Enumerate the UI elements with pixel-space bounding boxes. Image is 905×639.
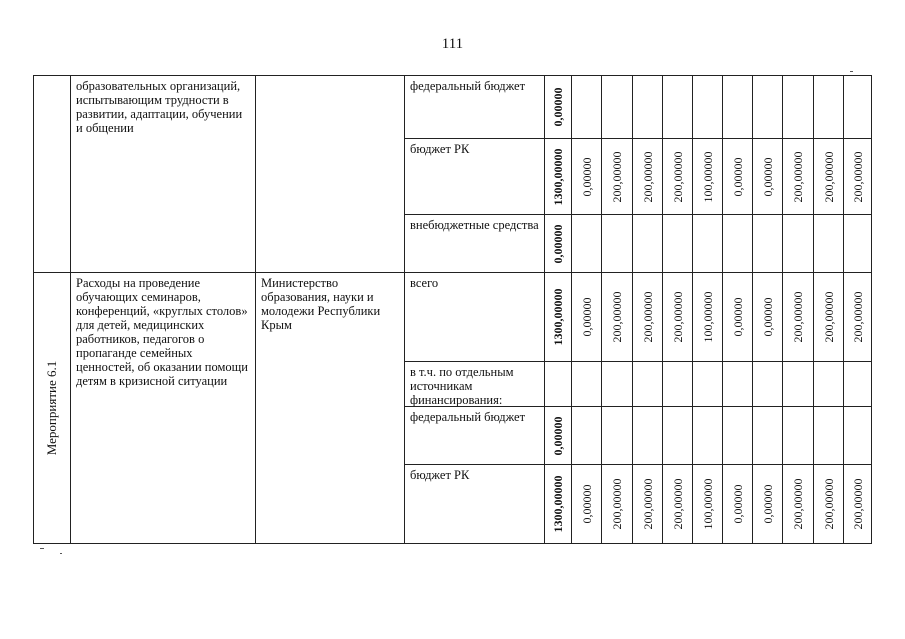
total-cell xyxy=(545,139,572,215)
section1-activity-cell xyxy=(71,76,256,273)
year-cell xyxy=(602,76,633,139)
total-cell xyxy=(545,215,572,273)
year-cell xyxy=(663,362,693,407)
year-cell xyxy=(602,273,633,362)
section2-label-cell xyxy=(34,273,71,544)
year-cell xyxy=(663,76,693,139)
year-cell xyxy=(723,362,753,407)
total-cell xyxy=(545,76,572,139)
funding-source-cell xyxy=(405,273,545,362)
year-cell xyxy=(783,76,814,139)
year-cell xyxy=(814,76,844,139)
year-cell xyxy=(723,139,753,215)
year-value: 0,00000 xyxy=(579,157,594,196)
year-value: 200,00000 xyxy=(791,478,805,530)
year-cell xyxy=(723,215,753,273)
section2-executor-text: Министерство образования, науки и молодежи Республики Крым xyxy=(261,276,381,332)
year-cell xyxy=(753,465,783,544)
section1-executor-cell xyxy=(256,76,405,273)
year-cell xyxy=(633,465,663,544)
total-cell xyxy=(545,273,572,362)
budget-table xyxy=(33,75,872,544)
year-cell xyxy=(572,139,602,215)
funding-source-cell xyxy=(405,465,545,544)
section2-label: Мероприятие 6.1 xyxy=(44,360,59,456)
scan-speck xyxy=(40,548,44,549)
funding-source: внебюджетные средства xyxy=(410,218,539,232)
year-value: 0,00000 xyxy=(730,484,745,524)
year-value: 200,00000 xyxy=(640,291,655,343)
year-cell xyxy=(602,362,633,407)
total-value: 1300,00000 xyxy=(551,148,565,205)
funding-source: в т.ч. по отдельным источникам финансирования: xyxy=(410,365,514,407)
year-value: 200,00000 xyxy=(791,291,805,343)
section2-activity-cell xyxy=(71,273,256,544)
year-value: 100,00000 xyxy=(700,478,715,530)
year-cell xyxy=(723,407,753,465)
year-cell xyxy=(814,465,844,544)
year-value: 0,00000 xyxy=(760,157,775,196)
year-cell xyxy=(602,465,633,544)
year-cell xyxy=(633,362,663,407)
year-value: 200,00000 xyxy=(821,478,836,530)
section1-label-cell xyxy=(34,76,71,273)
scan-speck xyxy=(850,71,853,72)
year-cell xyxy=(783,465,814,544)
year-value: 0,00000 xyxy=(760,297,775,337)
funding-source-cell xyxy=(405,407,545,465)
year-value: 200,00000 xyxy=(670,291,685,343)
funding-source: всего xyxy=(410,276,439,290)
year-value: 0,00000 xyxy=(760,484,775,524)
year-value: 200,00000 xyxy=(610,478,624,530)
year-cell xyxy=(572,465,602,544)
year-cell xyxy=(663,215,693,273)
year-cell xyxy=(753,273,783,362)
year-value: 100,00000 xyxy=(700,151,715,202)
year-value: 0,00000 xyxy=(730,157,745,196)
year-value: 200,00000 xyxy=(850,291,865,343)
year-cell xyxy=(602,407,633,465)
year-cell xyxy=(663,465,693,544)
year-value: 200,00000 xyxy=(821,151,836,202)
year-cell xyxy=(693,362,723,407)
year-cell xyxy=(844,215,872,273)
year-cell xyxy=(783,362,814,407)
funding-source-cell xyxy=(405,139,545,215)
page-number: 111 xyxy=(441,36,464,52)
funding-source: бюджет РК xyxy=(410,468,470,482)
year-cell xyxy=(814,407,844,465)
year-value: 200,00000 xyxy=(850,478,865,530)
total-cell xyxy=(545,407,572,465)
year-cell xyxy=(814,139,844,215)
year-cell xyxy=(723,76,753,139)
year-cell xyxy=(663,407,693,465)
year-value: 0,00000 xyxy=(730,297,745,337)
scan-speck xyxy=(60,553,62,554)
year-cell xyxy=(572,273,602,362)
year-cell xyxy=(753,76,783,139)
year-cell xyxy=(633,407,663,465)
year-cell xyxy=(693,273,723,362)
year-cell xyxy=(844,273,872,362)
year-cell xyxy=(844,465,872,544)
section2-activity-text: Расходы на проведение обучающих семинаров, конференций, «круглых столов» для детей, медицинских работников, педагогов о пропаганде семейных ценностей, об оказании помощи детям в кризисной ситуации xyxy=(76,276,248,388)
year-cell xyxy=(753,215,783,273)
year-value: 200,00000 xyxy=(610,291,624,343)
year-cell xyxy=(693,465,723,544)
year-value: 0,00000 xyxy=(579,484,594,524)
year-cell xyxy=(602,215,633,273)
year-cell xyxy=(844,407,872,465)
total-value: 0,00000 xyxy=(551,87,565,127)
total-value: 0,00000 xyxy=(551,416,565,455)
year-cell xyxy=(633,76,663,139)
year-cell xyxy=(844,362,872,407)
year-value: 200,00000 xyxy=(610,151,624,202)
year-value: 200,00000 xyxy=(850,151,865,202)
funding-source: федеральный бюджет xyxy=(410,410,526,424)
year-value: 200,00000 xyxy=(670,151,685,202)
year-cell xyxy=(844,139,872,215)
year-value: 0,00000 xyxy=(579,297,594,337)
year-cell xyxy=(633,139,663,215)
section2-executor-cell xyxy=(256,273,405,544)
year-cell xyxy=(572,76,602,139)
funding-source-cell xyxy=(405,362,545,407)
year-cell xyxy=(572,362,602,407)
year-value: 200,00000 xyxy=(791,151,805,202)
funding-source: бюджет РК xyxy=(410,142,470,156)
year-cell xyxy=(753,407,783,465)
total-value: 1300,00000 xyxy=(551,475,565,533)
year-cell xyxy=(783,139,814,215)
year-cell xyxy=(602,139,633,215)
year-value: 100,00000 xyxy=(700,291,715,343)
year-cell xyxy=(753,362,783,407)
total-value: 0,00000 xyxy=(551,224,565,263)
year-cell xyxy=(783,215,814,273)
year-cell xyxy=(663,273,693,362)
year-cell xyxy=(783,273,814,362)
year-value: 200,00000 xyxy=(821,291,836,343)
year-value: 200,00000 xyxy=(670,478,685,530)
year-cell xyxy=(633,273,663,362)
year-value: 200,00000 xyxy=(640,151,655,202)
year-cell xyxy=(723,465,753,544)
funding-source-cell xyxy=(405,76,545,139)
year-cell xyxy=(814,215,844,273)
year-cell xyxy=(693,139,723,215)
year-cell xyxy=(572,407,602,465)
year-cell xyxy=(633,215,663,273)
year-value: 200,00000 xyxy=(640,478,655,530)
total-value: 1300,00000 xyxy=(551,288,565,346)
year-cell xyxy=(783,407,814,465)
total-cell xyxy=(545,362,572,407)
year-cell xyxy=(693,215,723,273)
year-cell xyxy=(572,215,602,273)
year-cell xyxy=(693,407,723,465)
total-cell xyxy=(545,465,572,544)
section1-activity-text: образовательных организаций, испытывающим трудности в развитии, адаптации, обучении и общении xyxy=(76,79,243,135)
funding-source-cell xyxy=(405,215,545,273)
year-cell xyxy=(663,139,693,215)
funding-source: федеральный бюджет xyxy=(410,79,526,93)
year-cell xyxy=(723,273,753,362)
year-cell xyxy=(814,362,844,407)
year-cell xyxy=(844,76,872,139)
year-cell xyxy=(753,139,783,215)
year-cell xyxy=(814,273,844,362)
year-cell xyxy=(693,76,723,139)
